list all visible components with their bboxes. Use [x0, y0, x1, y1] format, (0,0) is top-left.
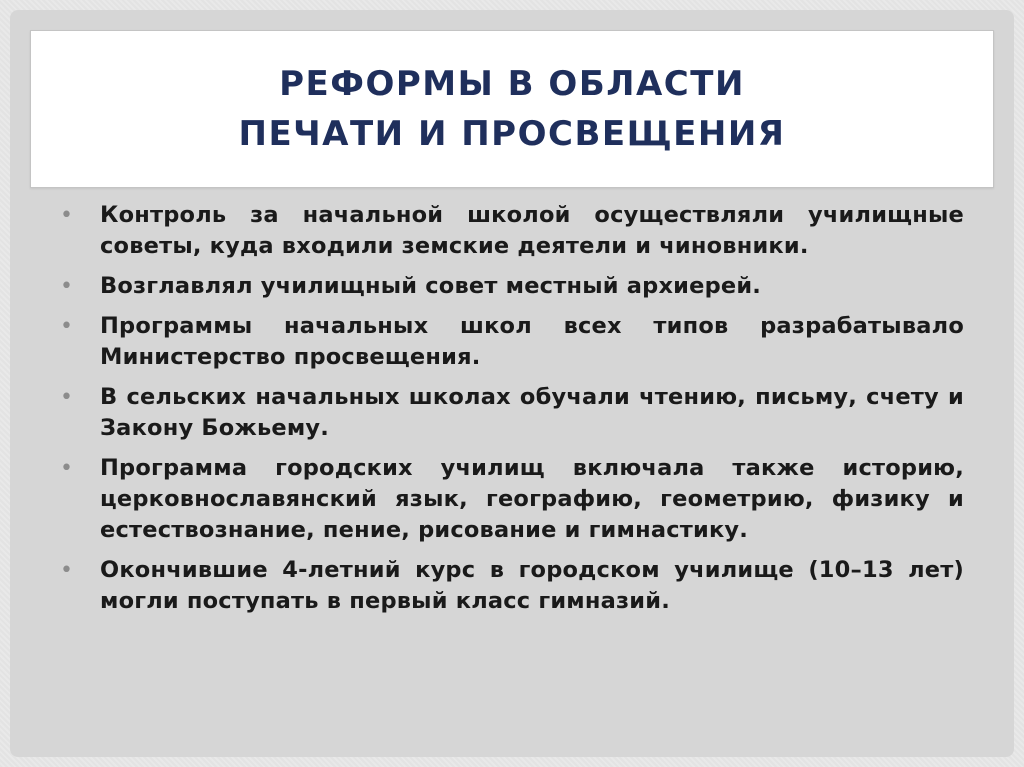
slide-title: РЕФОРМЫ В ОБЛАСТИ ПЕЧАТИ И ПРОСВЕЩЕНИЯ	[238, 64, 786, 154]
list-item	[60, 311, 964, 373]
list-item-text: Окончившие 4-летний курс в городском училище (10–13 лет) могли поступать в первый класс гимназий.	[100, 557, 964, 614]
list-item	[60, 200, 964, 262]
list-item-text: Программы начальных школ всех типов разрабатывало Министерство просвещения.	[100, 313, 964, 370]
bullet-icon: •	[60, 558, 73, 583]
bullet-icon: •	[60, 203, 73, 228]
list-item-text: Контроль за начальной школой осуществляли училищные советы, куда входили земские деятели и чиновники.	[100, 202, 964, 259]
list-item	[60, 271, 964, 302]
bullet-icon: •	[60, 314, 73, 339]
list-item-text: В сельских начальных школах обучали чтению, письму, счету и Закону Божьему.	[100, 384, 964, 441]
list-item-text: Программа городских училищ включала также историю, церковнославянский язык, географию, геометрию, физику и естествознание, пение, рисование и гимнастику.	[100, 455, 964, 543]
bullet-icon: •	[60, 385, 73, 410]
list-item	[60, 382, 964, 444]
list-item	[60, 555, 964, 617]
title-box	[30, 30, 994, 188]
bullet-icon: •	[60, 274, 73, 299]
list-item	[60, 453, 964, 546]
bullet-list	[60, 200, 964, 626]
bullet-icon: •	[60, 456, 73, 481]
list-item-text: Возглавлял училищный совет местный архиерей.	[100, 273, 762, 299]
slide	[10, 10, 1014, 757]
